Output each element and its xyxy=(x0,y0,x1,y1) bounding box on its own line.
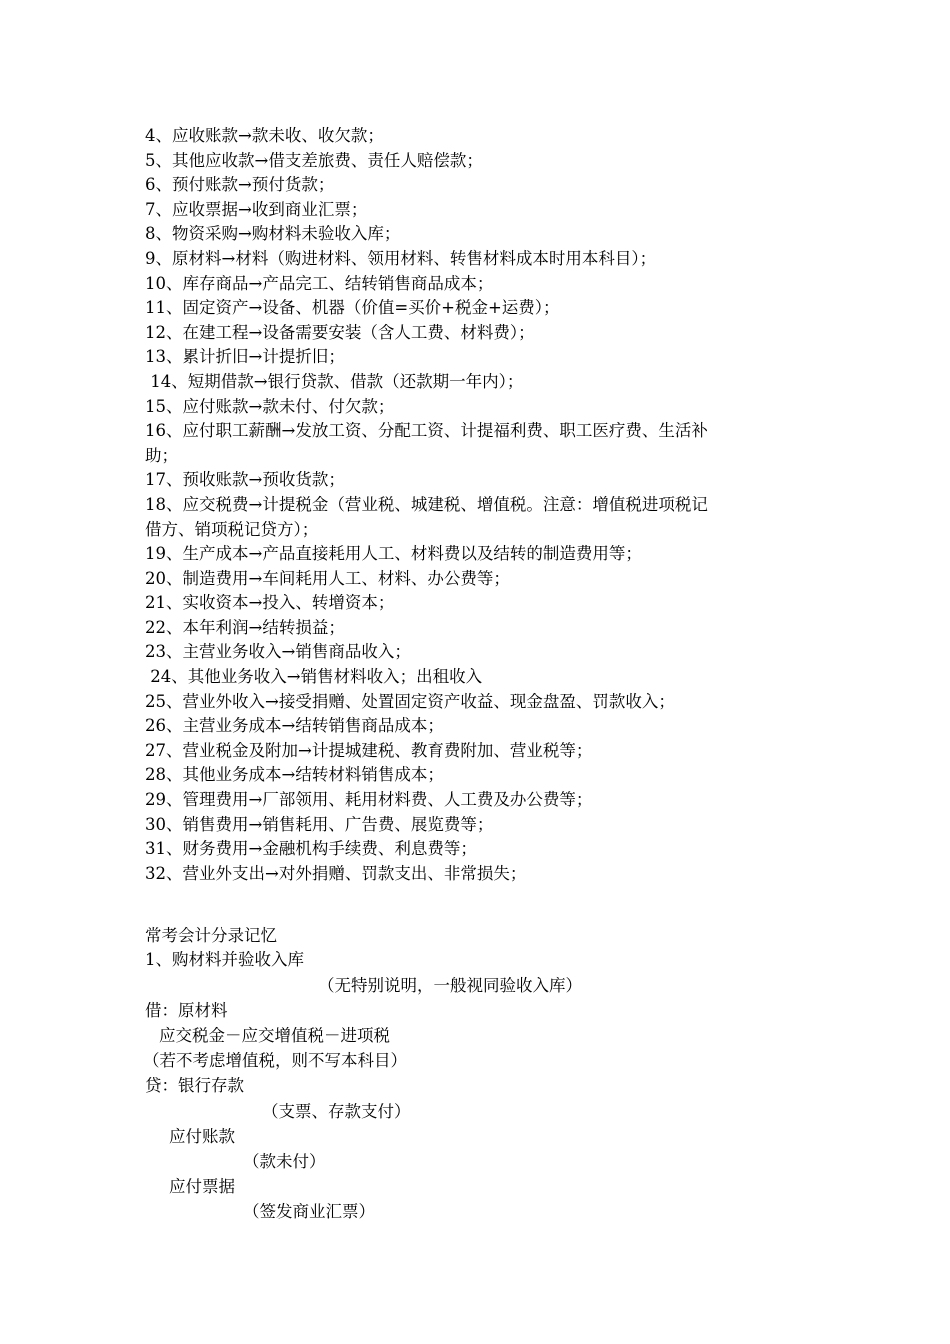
list-item: 16、应付职工薪酬→发放工资、分配工资、计提福利费、职工医疗费、生活补 xyxy=(145,421,708,441)
debit-line: 借：原材料 xyxy=(145,1001,228,1020)
list-item: 7、应收票据→收到商业汇票； xyxy=(145,199,368,219)
list-item-continuation: 借方、销项税记贷方）； xyxy=(145,519,319,539)
list-item: 23、主营业务收入→销售商品收入； xyxy=(145,642,411,662)
list-item: 28、其他业务成本→结转材料销售成本； xyxy=(145,765,444,785)
list-item: 20、制造费用→车间耗用人工、材料、办公费等； xyxy=(145,568,510,588)
list-item-continuation: 助； xyxy=(145,445,178,465)
list-item: 25、营业外收入→接受捐赠、处置固定资产收益、现金盘盈、罚款收入； xyxy=(145,691,675,711)
list-item: 18、应交税费→计提税金（营业税、城建税、增值税。注意：增值税进项税记 xyxy=(145,494,708,514)
entry-note: （无特别说明，一般视同验收入库） xyxy=(318,976,582,995)
credit-payable: 应付账款 xyxy=(169,1127,235,1146)
debit-tax-line: 应交税金－应交增值税－进项税 xyxy=(159,1026,390,1045)
list-item: 21、实收资本→投入、转增资本； xyxy=(145,593,395,613)
list-item: 29、管理费用→厂部领用、耗用材料费、人工费及办公费等； xyxy=(145,790,593,810)
list-item: 30、销售费用→销售耗用、广告费、展览费等； xyxy=(145,814,494,834)
credit-payable-note: （款未付） xyxy=(243,1152,326,1171)
list-item: 14、短期借款→银行贷款、借款（还款期一年内）； xyxy=(145,371,524,391)
list-item: 12、在建工程→设备需要安装（含人工费、材料费）； xyxy=(145,322,535,342)
list-item: 27、营业税金及附加→计提城建税、教育费附加、营业税等； xyxy=(145,740,593,760)
list-item: 13、累计折旧→计提折旧； xyxy=(145,347,345,367)
account-list xyxy=(145,124,810,886)
credit-notes-note: （签发商业汇票） xyxy=(243,1202,375,1221)
list-item: 6、预付账款→预付货款； xyxy=(145,175,335,195)
list-item: 11、固定资产→设备、机器（价值=买价+税金+运费）； xyxy=(145,298,560,318)
credit-bank-note: （支票、存款支付） xyxy=(262,1102,411,1121)
list-item: 19、生产成本→产品直接耗用人工、材料费以及结转的制造费用等； xyxy=(145,544,642,564)
list-item: 26、主营业务成本→结转销售商品成本； xyxy=(145,716,444,736)
list-item: 31、财务费用→金融机构手续费、利息费等； xyxy=(145,839,477,859)
list-item: 15、应付账款→款未付、付欠款； xyxy=(145,396,395,416)
list-item: 32、营业外支出→对外捐赠、罚款支出、非常损失； xyxy=(145,863,527,883)
list-item: 17、预收账款→预收货款； xyxy=(145,470,345,490)
list-item: 8、物资采购→购材料未验收入库； xyxy=(145,224,401,244)
tax-note: （若不考虑增值税，则不写本科目） xyxy=(143,1051,407,1070)
entry-title: 1、购材料并验收入库 xyxy=(145,950,304,969)
credit-line: 贷：银行存款 xyxy=(145,1076,244,1095)
credit-notes: 应付票据 xyxy=(169,1177,235,1196)
section-title: 常考会计分录记忆 xyxy=(145,926,277,945)
list-item: 24、其他业务收入→销售材料收入；出租收入 xyxy=(145,667,483,687)
list-item: 22、本年利润→结转损益； xyxy=(145,617,345,637)
list-item: 4、应收账款→款未收、收欠款； xyxy=(145,126,384,145)
list-item: 9、原材料→材料（购进材料、领用材料、转售材料成本时用本科目）； xyxy=(145,248,657,268)
list-item: 5、其他应收款→借支差旅费、责任人赔偿款； xyxy=(145,150,483,170)
list-item: 10、库存商品→产品完工、结转销售商品成本； xyxy=(145,273,494,293)
